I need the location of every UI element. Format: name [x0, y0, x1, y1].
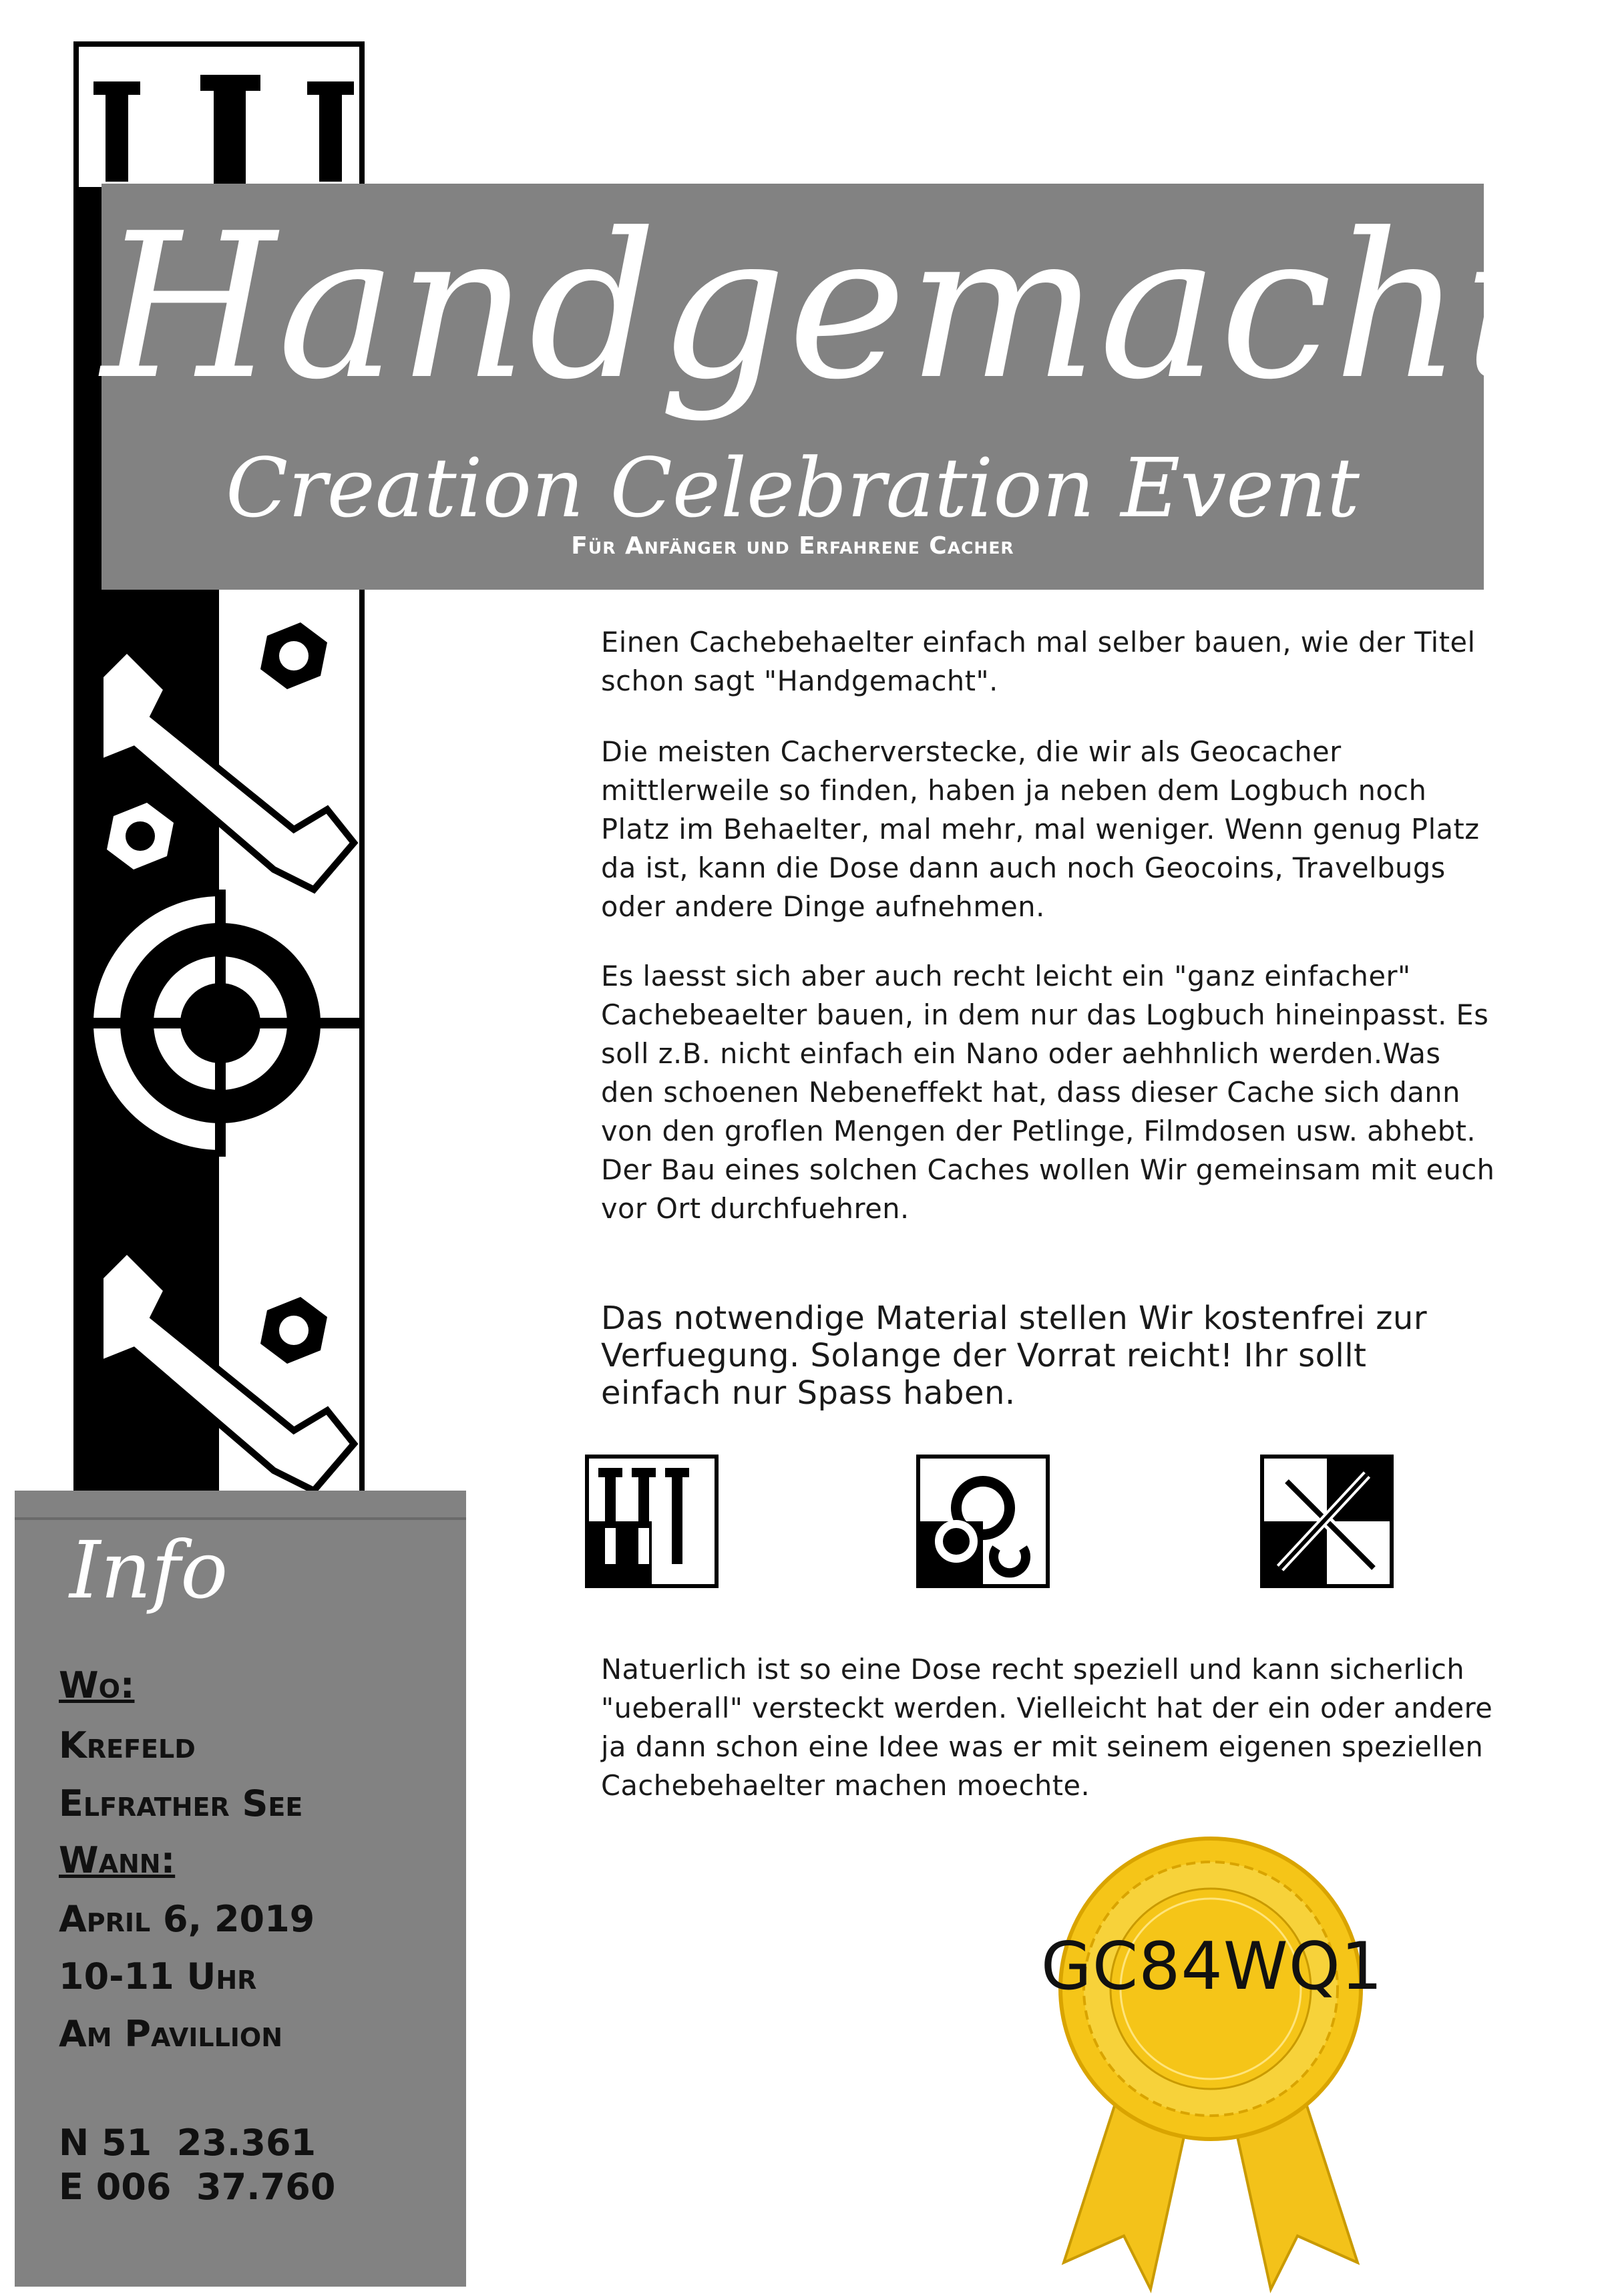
event-date: April 6, 2019: [59, 1898, 315, 1940]
city: Krefeld: [59, 1724, 196, 1766]
when-label: Wann:: [59, 1839, 176, 1881]
divider: [15, 1517, 466, 1520]
body-paragraph: Die meisten Cacherverstecke, die wir als Geocacher mittlerweile so finden, haben ja neben dem Logbuch noch Platz im Behaelter, mal mehr, mal weniger. Wenn genug Platz da ist, kann die Dose dann auch noch Geocoins, Travelbugs oder andere Dinge aufnehmen.: [601, 735, 1480, 923]
body-paragraph: Es laesst sich aber auch recht leicht ein "ganz einfacher" Cachebeaelter bauen, in dem nur das Logbuch hineinpasst. Es soll z.B. nicht einfach ein Nano oder aehhnlich werden.Was den schoenen Nebeneffekt hat, dass dieser Cache sich dann von den groflen Mengen der Petlinge, Filmdosen usw. abhebt. Der Bau eines solchen Caches wollen Wir gemeinsam mit euch vor Ort durchfuehren.: [601, 960, 1495, 1225]
body-paragraph: Natuerlich ist so eine Dose recht speziell und kann sicherlich "ueberall" versteckt werden. Vielleicht hat der ein oder andere ja dann schon eine Idee was er mit seinem eigenen speziellen Cachebehaelter machen moechte.: [601, 1653, 1493, 1802]
latitude: N 51 23.361: [59, 2122, 317, 2164]
longitude: E 006 37.760: [59, 2166, 336, 2208]
event-time: 10-11 Uhr: [59, 1955, 257, 1997]
highlight-paragraph: Das notwendige Material stellen Wir kostenfrei zur Verfuegung. Solange der Vorrat reicht! Ihr sollt einfach nur Spass haben.: [601, 1300, 1428, 1412]
event-location: Am Pavillion: [59, 2013, 283, 2055]
body-paragraph: Einen Cachebehaelter einfach mal selber bauen, wie der Titel schon sagt "Handgemacht".: [601, 626, 1476, 697]
info-heading: Info: [69, 1524, 228, 1616]
page-subtitle: Creation Celebration Event: [226, 441, 1360, 536]
place: Elfrather See: [59, 1782, 303, 1825]
geocache-code: GC84WQ1: [1040, 1929, 1384, 2005]
hammer-nail-icon: [1260, 1455, 1394, 1588]
where-label: Wo:: [59, 1664, 135, 1706]
screws-icon: [585, 1455, 719, 1588]
gears-magnet-icon: [916, 1455, 1050, 1588]
rosette-award-icon: [1024, 1835, 1398, 2296]
info-panel: [15, 1491, 466, 2287]
coordinates: [59, 2121, 335, 2209]
header-banner: [102, 184, 1546, 590]
page-title: Handgemacht: [102, 190, 1546, 423]
tagline: Für Anfänger und Erfahrene Cacher: [571, 532, 1014, 560]
